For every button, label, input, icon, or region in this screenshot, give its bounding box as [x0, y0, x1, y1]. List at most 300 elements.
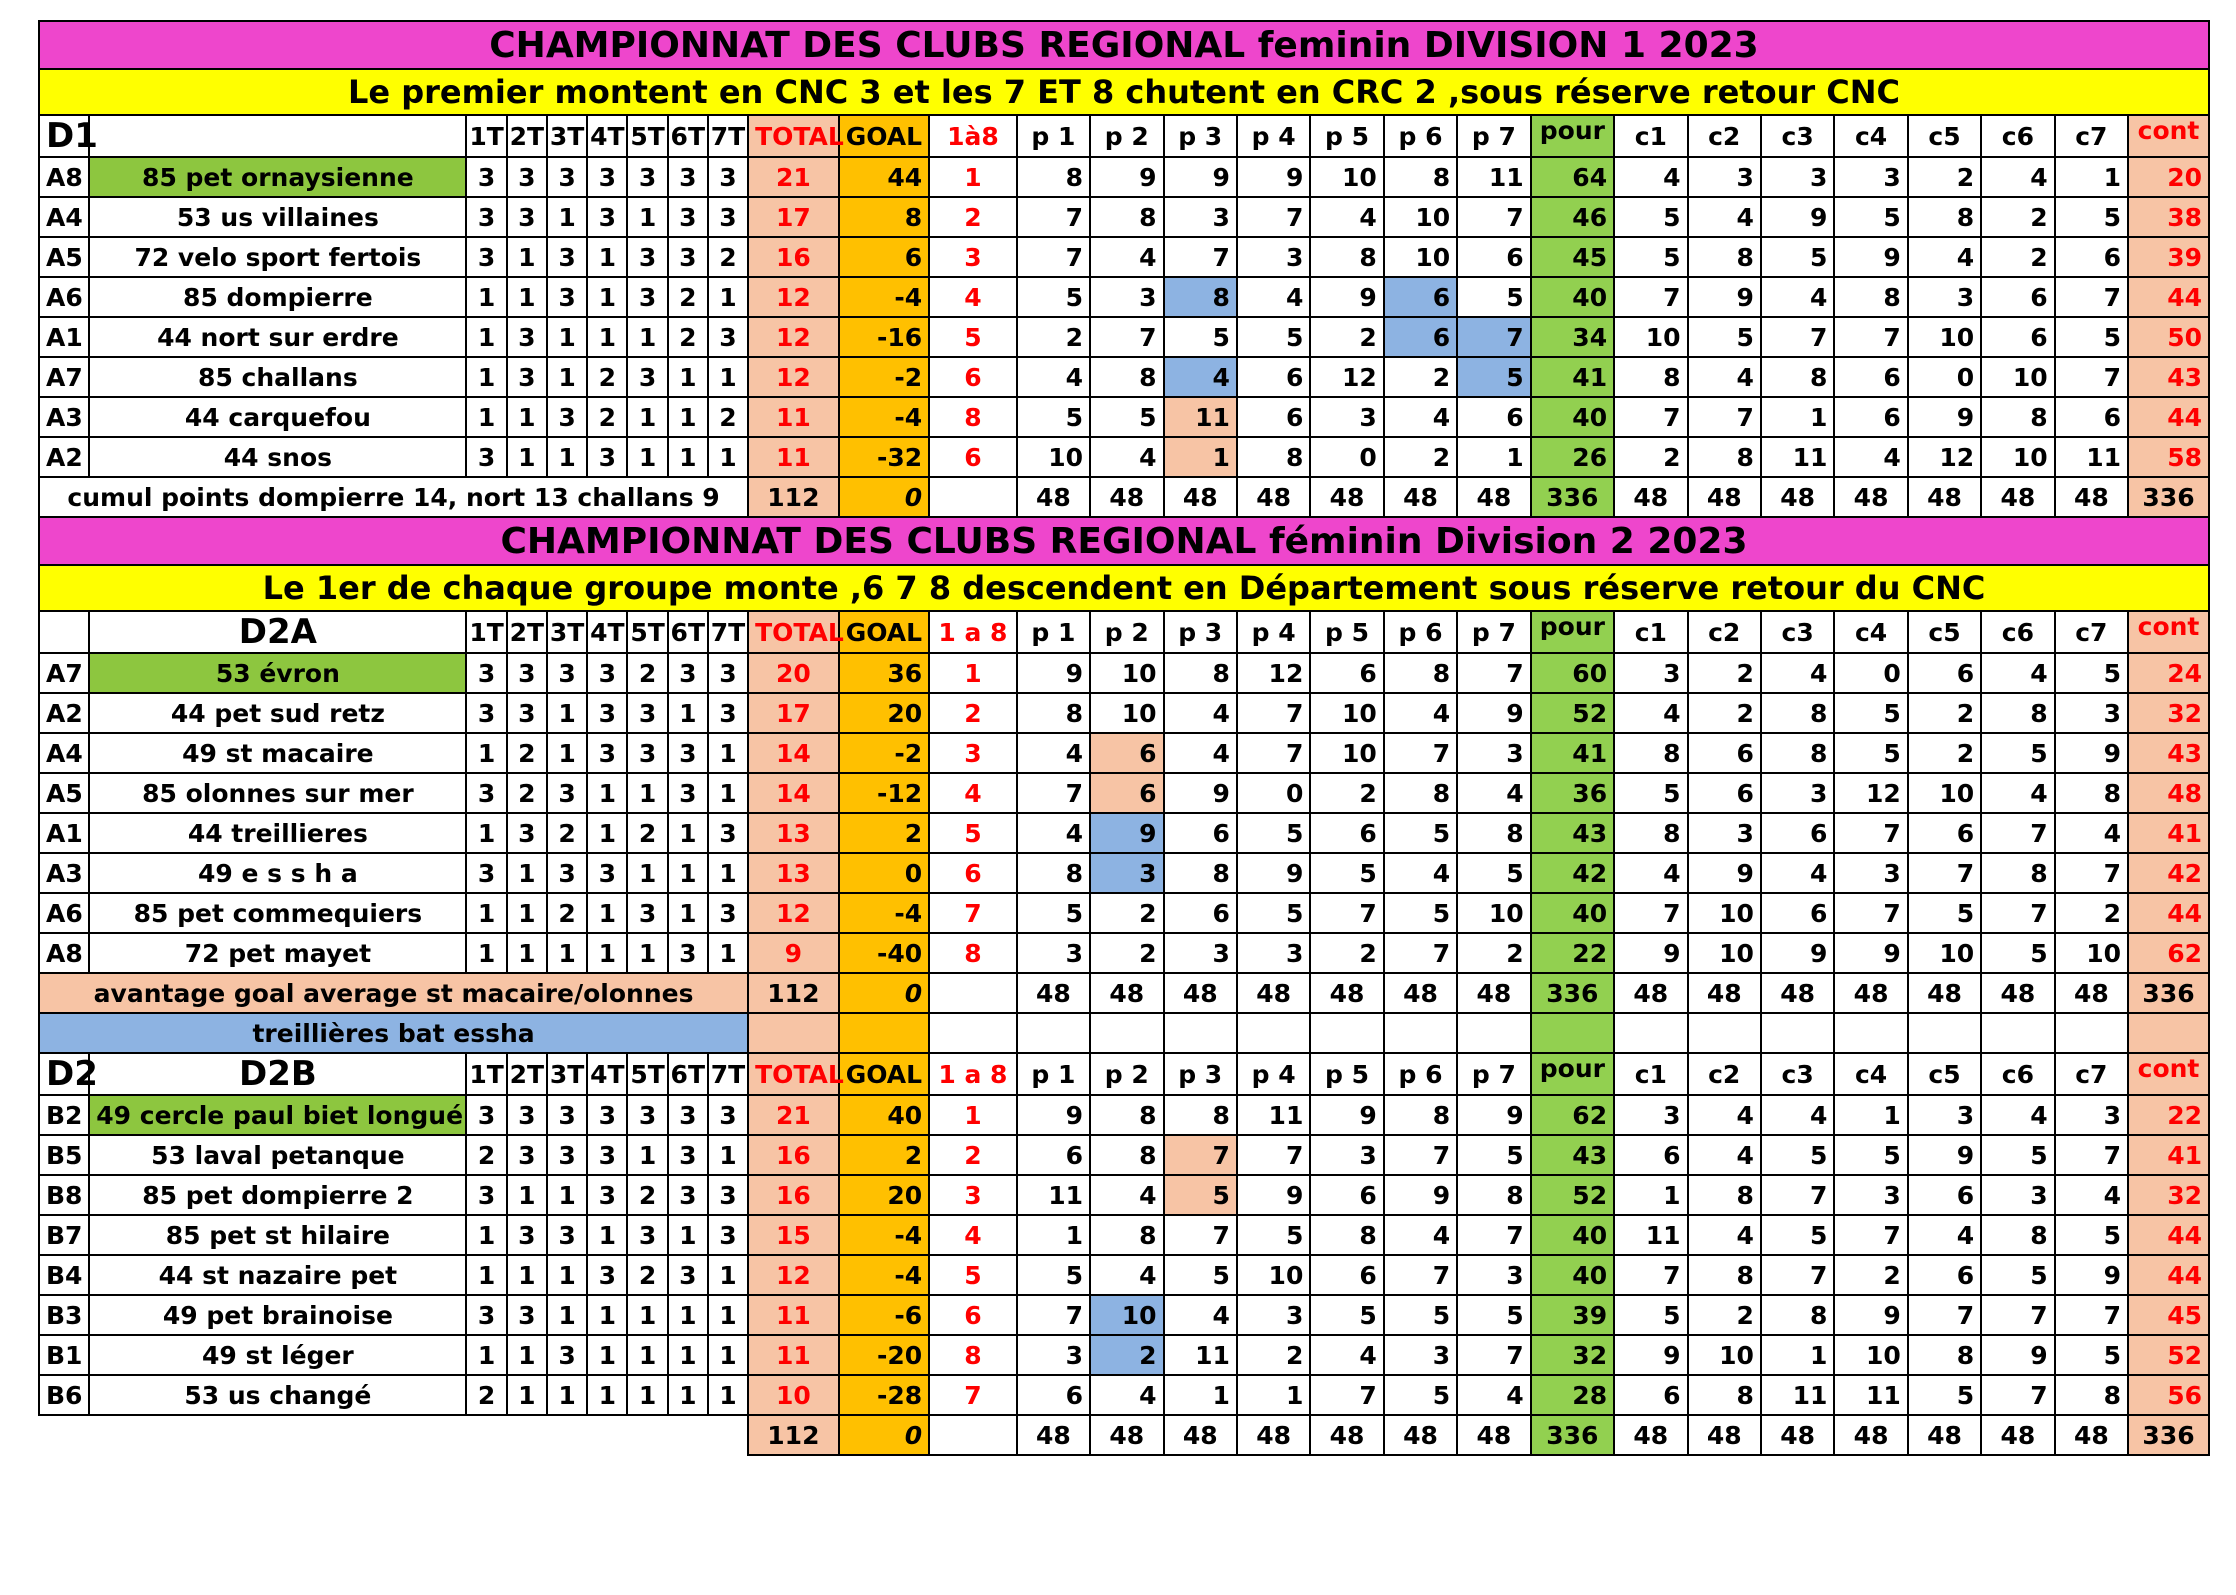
points-against: 9	[1688, 277, 1761, 317]
team-rank: 1	[929, 157, 1017, 197]
points-for: 9	[1017, 1095, 1090, 1135]
round-result: 3	[587, 1135, 627, 1175]
footer-goal: 0	[839, 1415, 930, 1455]
points-for: 1	[1237, 1375, 1310, 1415]
points-for: 5	[1457, 853, 1530, 893]
points-for-header-1: p 1	[1017, 611, 1090, 653]
points-for: 6	[1457, 397, 1530, 437]
points-for: 1	[1017, 1215, 1090, 1255]
points-for: 7	[1237, 1135, 1310, 1175]
points-for: 3	[1457, 733, 1530, 773]
points-for-sum: 64	[1531, 157, 1614, 197]
points-for: 1	[1164, 1375, 1237, 1415]
points-against: 1	[1761, 397, 1834, 437]
points-for: 2	[1017, 317, 1090, 357]
points-for: 10	[1090, 693, 1163, 733]
team-name: 49 pet brainoise	[89, 1295, 466, 1335]
team-rank: 2	[929, 1135, 1017, 1175]
points-against: 7	[1761, 1255, 1834, 1295]
points-against: 11	[2055, 437, 2128, 477]
round-header-4: 4T	[587, 1053, 627, 1095]
round-result: 1	[668, 397, 708, 437]
points-against: 8	[1688, 1375, 1761, 1415]
round-result: 3	[466, 1095, 506, 1135]
pour-header: pour	[1531, 115, 1614, 157]
round-header-4: 4T	[587, 115, 627, 157]
spacer-p	[1164, 1013, 1237, 1053]
round-result: 3	[507, 1215, 547, 1255]
spacer-c	[1614, 1013, 1687, 1053]
footer-points-against: 48	[2055, 973, 2128, 1013]
spacer-c	[1761, 1013, 1834, 1053]
points-against: 5	[1908, 1375, 1981, 1415]
footer-points-against: 48	[1688, 1415, 1761, 1455]
points-against-sum: 44	[2128, 893, 2209, 933]
points-for: 3	[1164, 197, 1237, 237]
team-goal: 6	[839, 237, 930, 277]
points-against: 9	[1688, 853, 1761, 893]
footer-points-for: 48	[1237, 973, 1310, 1013]
round-result: 1	[587, 1295, 627, 1335]
footer-total: 112	[748, 477, 839, 517]
team-name: 85 pet st hilaire	[89, 1215, 466, 1255]
round-result: 1	[466, 933, 506, 973]
team-code: A7	[39, 653, 89, 693]
points-against: 9	[1834, 933, 1907, 973]
round-result: 3	[627, 1215, 667, 1255]
points-for: 10	[1237, 1255, 1310, 1295]
round-result: 3	[668, 653, 708, 693]
points-against: 4	[2055, 813, 2128, 853]
round-header-5: 5T	[627, 115, 667, 157]
spacer-p	[1237, 1013, 1310, 1053]
points-for-header-5: p 5	[1310, 611, 1383, 653]
section-title-2: CHAMPIONNAT DES CLUBS REGIONAL féminin Division 2 2023	[39, 517, 2209, 565]
section-subtitle-1: Le premier montent en CNC 3 et les 7 ET 8 chutent en CRC 2 ,sous réserve retour CNC	[39, 69, 2209, 115]
points-against: 3	[1761, 157, 1834, 197]
points-against: 6	[1908, 653, 1981, 693]
round-result: 3	[466, 1175, 506, 1215]
points-for: 12	[1310, 357, 1383, 397]
round-result: 3	[627, 357, 667, 397]
points-for: 4	[1457, 1375, 1530, 1415]
points-for: 4	[1164, 733, 1237, 773]
round-result: 1	[668, 1375, 708, 1415]
footer-rank-empty	[929, 973, 1017, 1013]
round-result: 1	[466, 1215, 506, 1255]
points-against: 6	[1908, 1255, 1981, 1295]
round-header-3: 3T	[547, 115, 587, 157]
points-against: 7	[1834, 1215, 1907, 1255]
round-result: 1	[668, 693, 708, 733]
points-against: 5	[1761, 1215, 1834, 1255]
spacer-c	[1981, 1013, 2054, 1053]
round-result: 3	[587, 733, 627, 773]
points-for-sum: 36	[1531, 773, 1614, 813]
footer-points-against: 48	[1688, 973, 1761, 1013]
round-result: 1	[627, 853, 667, 893]
footer-goal: 0	[839, 973, 930, 1013]
round-result: 1	[587, 1375, 627, 1415]
footer-pour: 336	[1531, 477, 1614, 517]
team-rank: 2	[929, 197, 1017, 237]
team-name: 85 dompierre	[89, 277, 466, 317]
round-header-4: 4T	[587, 611, 627, 653]
points-against: 10	[1614, 317, 1687, 357]
points-for: 8	[1164, 277, 1237, 317]
points-for: 4	[1384, 1215, 1457, 1255]
points-against-sum: 50	[2128, 317, 2209, 357]
footer-points-for: 48	[1090, 1415, 1163, 1455]
points-against-sum: 32	[2128, 693, 2209, 733]
round-result: 1	[507, 933, 547, 973]
points-for-header-6: p 6	[1384, 1053, 1457, 1095]
points-for: 5	[1457, 1135, 1530, 1175]
points-for-sum: 34	[1531, 317, 1614, 357]
round-result: 1	[668, 813, 708, 853]
footer-points-for: 48	[1384, 1415, 1457, 1455]
spacer-pour	[1531, 1013, 1614, 1053]
points-against: 7	[1834, 813, 1907, 853]
round-result: 1	[507, 893, 547, 933]
points-for: 9	[1164, 773, 1237, 813]
total-header: TOTAL	[748, 1053, 839, 1095]
round-result: 1	[668, 893, 708, 933]
team-rank: 7	[929, 1375, 1017, 1415]
round-result: 1	[587, 813, 627, 853]
round-result: 3	[627, 237, 667, 277]
points-against: 7	[1981, 893, 2054, 933]
round-result: 3	[507, 653, 547, 693]
points-against-sum: 43	[2128, 733, 2209, 773]
points-for: 9	[1310, 1095, 1383, 1135]
footer-points-for: 48	[1457, 1415, 1530, 1455]
round-result: 3	[668, 1255, 708, 1295]
team-total: 14	[748, 733, 839, 773]
points-against: 6	[1761, 893, 1834, 933]
round-result: 1	[587, 317, 627, 357]
round-result: 1	[507, 237, 547, 277]
team-rank: 7	[929, 893, 1017, 933]
points-against-header-3: c3	[1761, 611, 1834, 653]
round-result: 2	[466, 1375, 506, 1415]
footer-points-for: 48	[1457, 973, 1530, 1013]
round-result: 2	[708, 397, 748, 437]
round-result: 2	[507, 773, 547, 813]
points-against: 10	[1981, 357, 2054, 397]
team-code: A8	[39, 157, 89, 197]
round-result: 3	[466, 693, 506, 733]
points-against: 3	[2055, 1095, 2128, 1135]
points-against: 7	[2055, 1135, 2128, 1175]
round-result: 2	[587, 397, 627, 437]
points-for-header-6: p 6	[1384, 611, 1457, 653]
rank-header: 1 a 8	[929, 1053, 1017, 1095]
points-for: 3	[1310, 397, 1383, 437]
points-for: 5	[1164, 1255, 1237, 1295]
round-result: 3	[668, 933, 708, 973]
round-result: 3	[547, 277, 587, 317]
points-for: 8	[1457, 813, 1530, 853]
standings-sheet	[38, 20, 2210, 1456]
points-against: 3	[1688, 813, 1761, 853]
points-for: 6	[1017, 1375, 1090, 1415]
footer-points-against: 48	[2055, 1415, 2128, 1455]
team-code: A3	[39, 853, 89, 893]
round-result: 3	[587, 653, 627, 693]
round-result: 3	[466, 437, 506, 477]
points-for-header-5: p 5	[1310, 115, 1383, 157]
points-against-header-2: c2	[1688, 1053, 1761, 1095]
round-result: 3	[627, 733, 667, 773]
points-for: 7	[1090, 317, 1163, 357]
team-rank: 1	[929, 653, 1017, 693]
team-rank: 3	[929, 733, 1017, 773]
team-total: 20	[748, 653, 839, 693]
points-against: 4	[1761, 1095, 1834, 1135]
team-code: B3	[39, 1295, 89, 1335]
round-result: 1	[627, 773, 667, 813]
points-against: 10	[1981, 437, 2054, 477]
team-name: 53 laval petanque	[89, 1135, 466, 1175]
points-for: 5	[1384, 893, 1457, 933]
footer-points-for: 48	[1310, 1415, 1383, 1455]
points-against: 7	[1761, 317, 1834, 357]
footer-points-for: 48	[1017, 1415, 1090, 1455]
points-for-header-2: p 2	[1090, 611, 1163, 653]
round-result: 1	[627, 317, 667, 357]
points-for: 2	[1310, 933, 1383, 973]
spacer-p	[1017, 1013, 1090, 1053]
points-for: 3	[1310, 1135, 1383, 1175]
points-against-sum: 42	[2128, 853, 2209, 893]
round-header-7: 7T	[708, 115, 748, 157]
group-label	[89, 115, 466, 157]
round-result: 3	[547, 773, 587, 813]
round-result: 3	[587, 1095, 627, 1135]
points-against: 9	[2055, 733, 2128, 773]
points-against: 3	[1761, 773, 1834, 813]
footer-points-against: 48	[1688, 477, 1761, 517]
team-total: 17	[748, 693, 839, 733]
points-against: 10	[1834, 1335, 1907, 1375]
points-for: 10	[1310, 157, 1383, 197]
round-result: 1	[507, 1255, 547, 1295]
team-name: 49 cercle paul biet longué	[89, 1095, 466, 1135]
team-rank: 6	[929, 1295, 1017, 1335]
team-total: 11	[748, 397, 839, 437]
points-for: 7	[1164, 1215, 1237, 1255]
round-header-2: 2T	[507, 1053, 547, 1095]
footer-points-for: 48	[1090, 973, 1163, 1013]
footer-points-against: 48	[1761, 973, 1834, 1013]
points-against: 7	[1834, 893, 1907, 933]
points-against: 5	[2055, 653, 2128, 693]
points-for-header-7: p 7	[1457, 115, 1530, 157]
points-against: 8	[2055, 1375, 2128, 1415]
round-result: 1	[547, 933, 587, 973]
round-result: 3	[507, 357, 547, 397]
points-against-sum: 32	[2128, 1175, 2209, 1215]
round-result: 3	[547, 157, 587, 197]
round-result: 3	[587, 157, 627, 197]
team-name: 44 pet sud retz	[89, 693, 466, 733]
standings-table	[38, 20, 2210, 1456]
points-against: 4	[1688, 1215, 1761, 1255]
team-name: 49 st léger	[89, 1335, 466, 1375]
round-header-6: 6T	[668, 1053, 708, 1095]
round-result: 1	[547, 437, 587, 477]
points-for: 10	[1090, 1295, 1163, 1335]
points-for: 5	[1017, 1255, 1090, 1295]
footer-points-for: 48	[1310, 477, 1383, 517]
points-for: 8	[1090, 1215, 1163, 1255]
points-against: 5	[2055, 1335, 2128, 1375]
points-against: 3	[2055, 693, 2128, 733]
points-for-sum: 41	[1531, 733, 1614, 773]
points-for-header-6: p 6	[1384, 115, 1457, 157]
points-for: 11	[1164, 1335, 1237, 1375]
points-for: 8	[1384, 1095, 1457, 1135]
points-for: 10	[1310, 733, 1383, 773]
points-for: 5	[1384, 1295, 1457, 1335]
footer-points-for: 48	[1017, 973, 1090, 1013]
points-for: 7	[1310, 1375, 1383, 1415]
team-rank: 5	[929, 1255, 1017, 1295]
round-result: 3	[507, 1295, 547, 1335]
team-code: A1	[39, 813, 89, 853]
team-code: B5	[39, 1135, 89, 1175]
points-against: 11	[1834, 1375, 1907, 1415]
points-against-header-5: c5	[1908, 115, 1981, 157]
footer-points-against: 48	[1761, 1415, 1834, 1455]
points-for: 7	[1457, 653, 1530, 693]
team-total: 11	[748, 1335, 839, 1375]
round-result: 1	[587, 237, 627, 277]
team-name: 53 évron	[89, 653, 466, 693]
points-for: 7	[1017, 773, 1090, 813]
points-against: 8	[1614, 733, 1687, 773]
points-against: 2	[1981, 237, 2054, 277]
points-for: 8	[1384, 653, 1457, 693]
footer-total: 112	[748, 1415, 839, 1455]
team-code: B7	[39, 1215, 89, 1255]
points-against-sum: 22	[2128, 1095, 2209, 1135]
points-for: 8	[1017, 157, 1090, 197]
team-name: 44 st nazaire pet	[89, 1255, 466, 1295]
points-against: 5	[1614, 197, 1687, 237]
team-code: B2	[39, 1095, 89, 1135]
round-result: 1	[466, 1255, 506, 1295]
points-for: 7	[1164, 1135, 1237, 1175]
points-for: 9	[1090, 813, 1163, 853]
round-result: 3	[708, 693, 748, 733]
round-result: 1	[466, 357, 506, 397]
points-for: 12	[1237, 653, 1310, 693]
team-code: A2	[39, 437, 89, 477]
points-against: 4	[1688, 1095, 1761, 1135]
points-against-header-1: c1	[1614, 115, 1687, 157]
points-against: 7	[1761, 1175, 1834, 1215]
points-against: 3	[1834, 157, 1907, 197]
round-result: 2	[587, 357, 627, 397]
team-goal: -4	[839, 893, 930, 933]
points-for: 7	[1457, 1215, 1530, 1255]
points-for: 7	[1310, 893, 1383, 933]
points-against: 4	[1908, 237, 1981, 277]
round-result: 3	[708, 1095, 748, 1135]
footer-pour: 336	[1531, 1415, 1614, 1455]
round-result: 3	[587, 693, 627, 733]
points-against: 7	[1908, 1295, 1981, 1335]
points-against: 7	[1834, 317, 1907, 357]
team-total: 16	[748, 237, 839, 277]
round-header-1: 1T	[466, 611, 506, 653]
team-goal: -16	[839, 317, 930, 357]
points-against: 6	[1761, 813, 1834, 853]
points-against: 6	[1908, 1175, 1981, 1215]
points-for: 3	[1384, 1335, 1457, 1375]
team-total: 21	[748, 1095, 839, 1135]
points-for-sum: 32	[1531, 1335, 1614, 1375]
points-against-header-7: c7	[2055, 1053, 2128, 1095]
points-for: 5	[1017, 277, 1090, 317]
points-against: 7	[2055, 853, 2128, 893]
points-for: 5	[1164, 1175, 1237, 1215]
team-code: A5	[39, 773, 89, 813]
round-header-2: 2T	[507, 115, 547, 157]
points-for: 11	[1017, 1175, 1090, 1215]
round-result: 3	[547, 653, 587, 693]
points-against: 8	[1761, 693, 1834, 733]
team-total: 11	[748, 437, 839, 477]
round-result: 3	[627, 693, 667, 733]
team-rank: 8	[929, 1335, 1017, 1375]
round-result: 1	[627, 1375, 667, 1415]
points-against: 5	[2055, 1215, 2128, 1255]
round-result: 3	[466, 237, 506, 277]
points-for: 4	[1237, 277, 1310, 317]
team-goal: 2	[839, 813, 930, 853]
round-result: 2	[668, 317, 708, 357]
points-against: 11	[1761, 437, 1834, 477]
footer-points-against: 48	[1981, 477, 2054, 517]
team-goal: -32	[839, 437, 930, 477]
spacer-c	[1688, 1013, 1761, 1053]
points-for: 7	[1384, 933, 1457, 973]
points-for: 6	[1237, 357, 1310, 397]
points-against-header-6: c6	[1981, 115, 2054, 157]
points-for-sum: 28	[1531, 1375, 1614, 1415]
team-goal: -4	[839, 1255, 930, 1295]
points-for: 3	[1017, 933, 1090, 973]
points-for: 9	[1384, 1175, 1457, 1215]
team-goal: 20	[839, 1175, 930, 1215]
points-for: 0	[1237, 773, 1310, 813]
team-rank: 8	[929, 397, 1017, 437]
points-for-header-3: p 3	[1164, 115, 1237, 157]
points-for: 10	[1384, 237, 1457, 277]
points-for: 6	[1457, 237, 1530, 277]
points-for: 8	[1237, 437, 1310, 477]
points-for-header-2: p 2	[1090, 1053, 1163, 1095]
round-result: 2	[627, 813, 667, 853]
points-for: 10	[1384, 197, 1457, 237]
points-against: 8	[1761, 733, 1834, 773]
points-for: 10	[1310, 693, 1383, 733]
round-result: 1	[708, 933, 748, 973]
points-for-sum: 40	[1531, 397, 1614, 437]
